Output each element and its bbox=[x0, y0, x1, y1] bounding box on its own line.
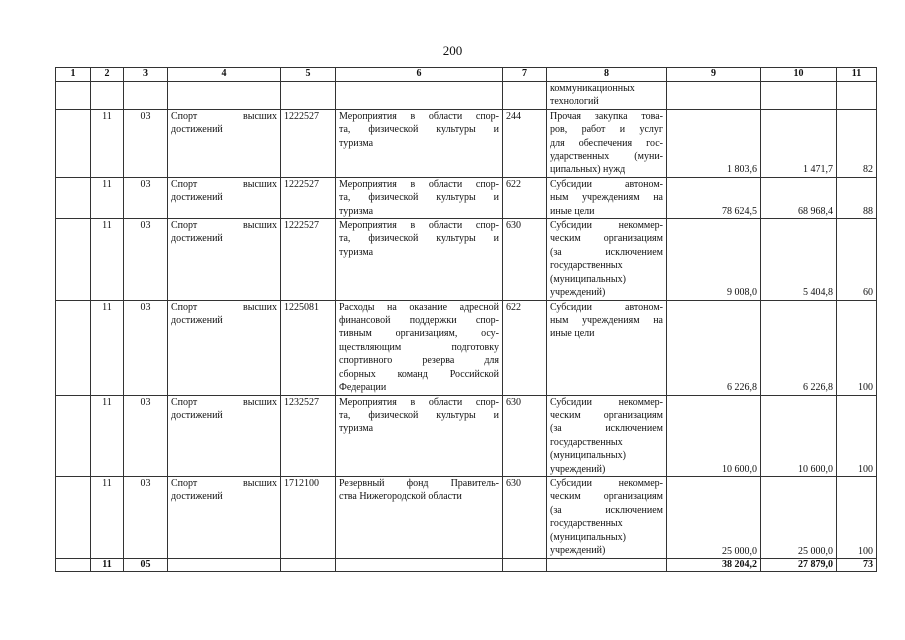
expense-type-line: (за исключением bbox=[550, 423, 663, 435]
expense-type-line: ческим организациям bbox=[550, 409, 663, 421]
column-header: 11 bbox=[837, 68, 877, 82]
section-name: Спорт высших достижений bbox=[168, 109, 281, 177]
column-header: 1 bbox=[56, 68, 91, 82]
target-code: 1225081 bbox=[281, 300, 336, 395]
section-code: 11 bbox=[91, 109, 124, 177]
expense-type-line: (муниципальных) bbox=[550, 531, 626, 543]
expense-type-line: иные цели bbox=[550, 205, 595, 217]
section-code: 11 bbox=[91, 476, 124, 558]
expense-type-line: Субсидии автоном- bbox=[550, 301, 663, 313]
expense-type-line: ров, работ и услуг bbox=[550, 124, 663, 136]
purpose-line: туризма bbox=[339, 246, 374, 258]
value-col11: 100 bbox=[837, 300, 877, 395]
expense-type-text bbox=[547, 476, 667, 558]
expense-type-code: 630 bbox=[503, 476, 547, 558]
target-code: 1222527 bbox=[281, 177, 336, 218]
purpose-text bbox=[336, 395, 503, 476]
column-header: 2 bbox=[91, 68, 124, 82]
expense-type-line: ческим организациям bbox=[550, 491, 663, 503]
column-header: 3 bbox=[124, 68, 168, 82]
purpose-line: Мероприятия в области спор- bbox=[339, 220, 499, 232]
value-col11: 82 bbox=[837, 109, 877, 177]
purpose-line: Мероприятия в области спор- bbox=[339, 178, 499, 190]
purpose-text bbox=[336, 300, 503, 395]
expense-type-line: ным учреждениям на bbox=[550, 192, 663, 204]
section-name: Спорт высших достижений bbox=[168, 219, 281, 300]
expense-type-line: (муниципальных) bbox=[550, 450, 626, 462]
expense-type-line: государственных bbox=[550, 260, 623, 272]
cell-col1 bbox=[56, 395, 91, 476]
purpose-line: финансовой поддержки спор- bbox=[339, 314, 499, 326]
purpose-line: Федерации bbox=[339, 381, 387, 393]
column-header-row bbox=[56, 68, 877, 82]
purpose-line: Расходы на оказание адресной bbox=[339, 301, 499, 313]
purpose-line: Мероприятия в области спор- bbox=[339, 396, 499, 408]
column-header: 10 bbox=[761, 68, 837, 82]
expense-type-line: Субсидии автоном- bbox=[550, 178, 663, 190]
expense-type-code: 630 bbox=[503, 395, 547, 476]
expense-type-text bbox=[547, 300, 667, 395]
expense-type-text bbox=[547, 219, 667, 300]
value-col10: 10 600,0 bbox=[761, 395, 837, 476]
total-section: 11 bbox=[91, 558, 124, 571]
value-col9: 10 600,0 bbox=[667, 395, 761, 476]
value-col10: 5 404,8 bbox=[761, 219, 837, 300]
value-col9: 25 000,0 bbox=[667, 476, 761, 558]
expense-type-line: Субсидии некоммер- bbox=[550, 477, 663, 489]
section-code: 11 bbox=[91, 300, 124, 395]
subsection-code: 03 bbox=[124, 219, 168, 300]
target-code: 1222527 bbox=[281, 109, 336, 177]
column-header: 9 bbox=[667, 68, 761, 82]
expense-type-line: иные цели bbox=[550, 328, 595, 340]
target-code: 1232527 bbox=[281, 395, 336, 476]
section-name: Спорт высших достижений bbox=[168, 177, 281, 218]
cell-col1 bbox=[56, 109, 91, 177]
cell-col1 bbox=[56, 219, 91, 300]
purpose-line: туризма bbox=[339, 137, 374, 149]
value-col11: 88 bbox=[837, 177, 877, 218]
total-subsection: 05 bbox=[124, 558, 168, 571]
table-row bbox=[56, 177, 877, 218]
budget-table bbox=[55, 67, 877, 572]
purpose-text bbox=[336, 109, 503, 177]
expense-type-text bbox=[547, 177, 667, 218]
subsection-code: 03 bbox=[124, 177, 168, 218]
expense-type-line: государственных bbox=[550, 518, 623, 530]
continuation-row bbox=[56, 82, 877, 110]
purpose-line: Мероприятия в области спор- bbox=[339, 110, 499, 122]
purpose-line: ства Нижегородской области bbox=[339, 491, 462, 503]
value-col9: 9 008,0 bbox=[667, 219, 761, 300]
table-row bbox=[56, 109, 877, 177]
expense-type-line: ным учреждениям на bbox=[550, 314, 663, 326]
page-number: 200 bbox=[442, 43, 463, 58]
expense-type-text bbox=[547, 109, 667, 177]
value-col11: 100 bbox=[837, 395, 877, 476]
subsection-code: 03 bbox=[124, 300, 168, 395]
section-name: Спорт высших достижений bbox=[168, 300, 281, 395]
value-col9: 1 803,6 bbox=[667, 109, 761, 177]
expense-type-line: ципальных) нужд bbox=[550, 164, 626, 176]
expense-type-line: ударственных (муни- bbox=[550, 151, 663, 163]
purpose-line: та, физической культуры и bbox=[339, 124, 499, 136]
subsection-code: 03 bbox=[124, 476, 168, 558]
purpose-text bbox=[336, 219, 503, 300]
value-col10: 25 000,0 bbox=[761, 476, 837, 558]
purpose-text bbox=[336, 177, 503, 218]
expense-type-line: государственных bbox=[550, 436, 623, 448]
column-header: 8 bbox=[547, 68, 667, 82]
expense-type-line: учреждений) bbox=[550, 544, 606, 556]
section-code: 11 bbox=[91, 177, 124, 218]
table-row bbox=[56, 219, 877, 300]
table-row bbox=[56, 300, 877, 395]
value-col11: 100 bbox=[837, 476, 877, 558]
purpose-text bbox=[336, 476, 503, 558]
expense-type-code: 622 bbox=[503, 177, 547, 218]
expense-type-code: 244 bbox=[503, 109, 547, 177]
purpose-line: тивным организациям, осу- bbox=[339, 328, 499, 340]
purpose-line: та, физической культуры и bbox=[339, 233, 499, 245]
continuation-text: коммуникационных технологий bbox=[547, 82, 667, 110]
purpose-line: сборных команд Российской bbox=[339, 368, 499, 380]
table-row bbox=[56, 476, 877, 558]
cell-col1 bbox=[56, 300, 91, 395]
column-header: 7 bbox=[503, 68, 547, 82]
expense-type-code: 630 bbox=[503, 219, 547, 300]
expense-type-line: Субсидии некоммер- bbox=[550, 220, 663, 232]
purpose-line: туризма bbox=[339, 205, 374, 217]
expense-type-line: Субсидии некоммер- bbox=[550, 396, 663, 408]
target-code: 1222527 bbox=[281, 219, 336, 300]
value-col10: 6 226,8 bbox=[761, 300, 837, 395]
purpose-line: ществляющим подготовку bbox=[339, 341, 499, 353]
value-col10: 1 471,7 bbox=[761, 109, 837, 177]
section-code: 11 bbox=[91, 395, 124, 476]
section-name: Спорт высших достижений bbox=[168, 395, 281, 476]
total-col11: 73 bbox=[837, 558, 877, 571]
total-row bbox=[56, 558, 877, 571]
expense-type-line: Прочая закупка това- bbox=[550, 110, 663, 122]
table-row bbox=[56, 395, 877, 476]
value-col9: 6 226,8 bbox=[667, 300, 761, 395]
total-col10: 27 879,0 bbox=[761, 558, 837, 571]
expense-type-line: учреждений) bbox=[550, 463, 606, 475]
target-code: 1712100 bbox=[281, 476, 336, 558]
value-col10: 68 968,4 bbox=[761, 177, 837, 218]
expense-type-line: (муниципальных) bbox=[550, 273, 626, 285]
purpose-line: туризма bbox=[339, 423, 374, 435]
column-header: 6 bbox=[336, 68, 503, 82]
expense-type-line: учреждений) bbox=[550, 287, 606, 299]
expense-type-text bbox=[547, 395, 667, 476]
cell-col1 bbox=[56, 476, 91, 558]
purpose-line: та, физической культуры и bbox=[339, 409, 499, 421]
subsection-code: 03 bbox=[124, 395, 168, 476]
cell-col1 bbox=[56, 177, 91, 218]
purpose-line: та, физической культуры и bbox=[339, 192, 499, 204]
expense-type-line: для обеспечения гос- bbox=[550, 137, 663, 149]
expense-type-line: (за исключением bbox=[550, 246, 663, 258]
section-code: 11 bbox=[91, 219, 124, 300]
subsection-code: 03 bbox=[124, 109, 168, 177]
expense-type-code: 622 bbox=[503, 300, 547, 395]
purpose-line: Резервный фонд Правитель- bbox=[339, 477, 499, 489]
expense-type-line: (за исключением bbox=[550, 504, 663, 516]
value-col11: 60 bbox=[837, 219, 877, 300]
column-header: 4 bbox=[168, 68, 281, 82]
expense-type-line: ческим организациям bbox=[550, 233, 663, 245]
value-col9: 78 624,5 bbox=[667, 177, 761, 218]
section-name: Спорт высших достижений bbox=[168, 476, 281, 558]
total-col9: 38 204,2 bbox=[667, 558, 761, 571]
column-header: 5 bbox=[281, 68, 336, 82]
purpose-line: спортивного резерва для bbox=[339, 355, 499, 367]
